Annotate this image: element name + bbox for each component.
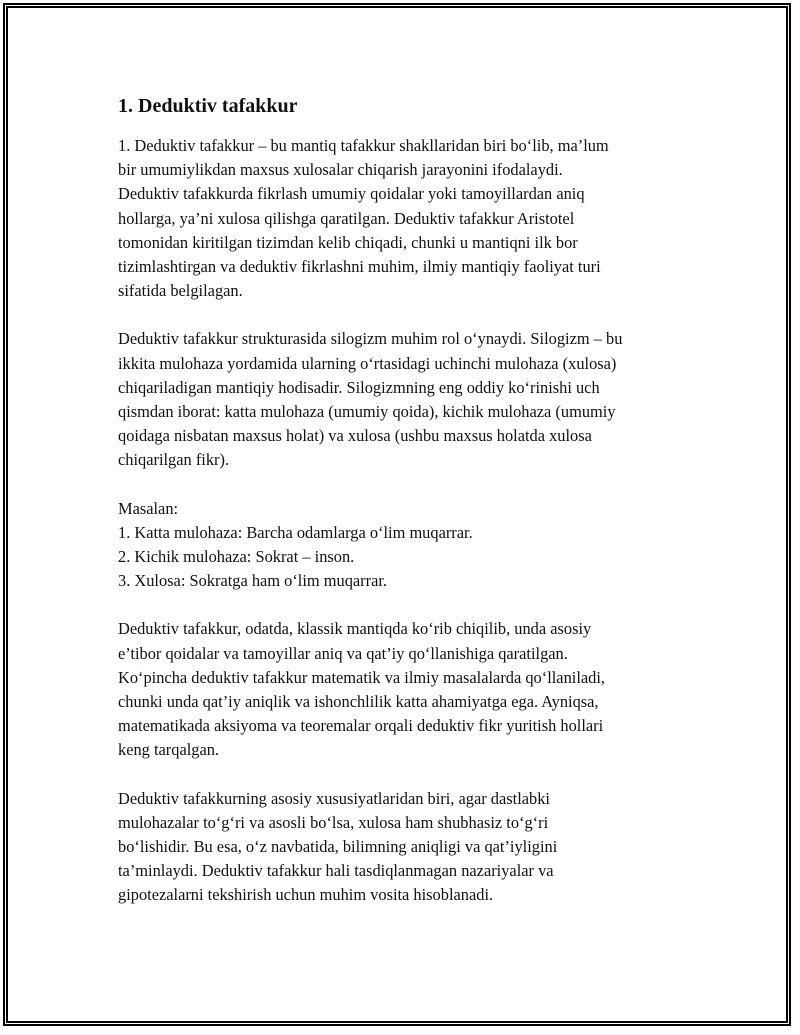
paragraph-syllogism: Deduktiv tafakkur strukturasida silogizm muhim rol o‘ynaydi. Silogizm – bu ikkita mulohaza yordamida ularning o‘rtasidagi uchinchi mulohaza (xulosa) chiqariladigan mantiqiy hodisadir. Silogizmning eng oddiy ko‘rinishi uch qismdan iborat: katta mulohaza (umumiy qoida), kichik mulohaza (umumiy qoidaga nisbatan maxsus holat) va xulosa (ushbu maxsus holatda xulosa chiqarilgan fikr). <box>118 329 623 470</box>
paragraph-classical-logic: Deduktiv tafakkur, odatda, klassik mantiqda ko‘rib chiqilib, unda asosiy e’tibor qoidalar va tamoyillar aniq va qat’iy qo‘llanishiga qaratilgan. Ko‘pincha deduktiv tafakkur matematik va ilmiy masalalarda qo‘llaniladi, chunki unda qat’iy aniqlik va ishonchlilik katta ahamiyatga ega. Ayniqsa, matematikada aksiyoma va teoremalar orqali deduktiv fikr yuritish hollari keng tarqalgan. <box>118 619 606 760</box>
document-body <box>118 92 698 932</box>
example-line-minor: 2. Kichik mulohaza: Sokrat – inson. <box>118 547 355 567</box>
example-line-major: 1. Katta mulohaza: Barcha odamlarga o‘lim muqarrar. <box>118 522 473 542</box>
paragraph-properties: Deduktiv tafakkurning asosiy xususiyatlaridan biri, agar dastlabki mulohazalar to‘g‘ri va asosli bo‘lsa, xulosa ham shubhasiz to‘g‘ri bo‘lishidir. Bu esa, o‘z navbatida, bilimning aniqligi va qat’iyligini ta’minlaydi. Deduktiv tafakkur hali tasdiqlanmagan nazariyalar va gipotezalarni tekshirish uchun muhim vosita hisoblanadi. <box>118 788 558 905</box>
page-title: 1. Deduktiv tafakkur <box>118 95 298 117</box>
example-line-conclusion: 3. Xulosa: Sokratga ham o‘lim muqarrar. <box>118 571 388 591</box>
paragraph-intro: 1. Deduktiv tafakkur – bu mantiq tafakkur shakllaridan biri bo‘lib, ma’lum bir umumiylikdan maxsus xulosalar chiqarish jarayonini ifodalaydi. Deduktiv tafakkurda fikrlash umumiy qoidalar yoki tamoyillardan aniq hollarga, ya’ni xulosa qilishga qaratilgan. Deduktiv tafakkur Aristotel tomonidan kiritilgan tizimdan kelib chiqadi, chunki u mantiqni ilk bor tizimlashtirgan va deduktiv fikrlashni muhim, ilmiy mantiqiy faoliyat turi sifatida belgilagan. <box>118 136 609 301</box>
example-block <box>118 497 698 594</box>
example-title: Masalan: <box>118 498 179 518</box>
